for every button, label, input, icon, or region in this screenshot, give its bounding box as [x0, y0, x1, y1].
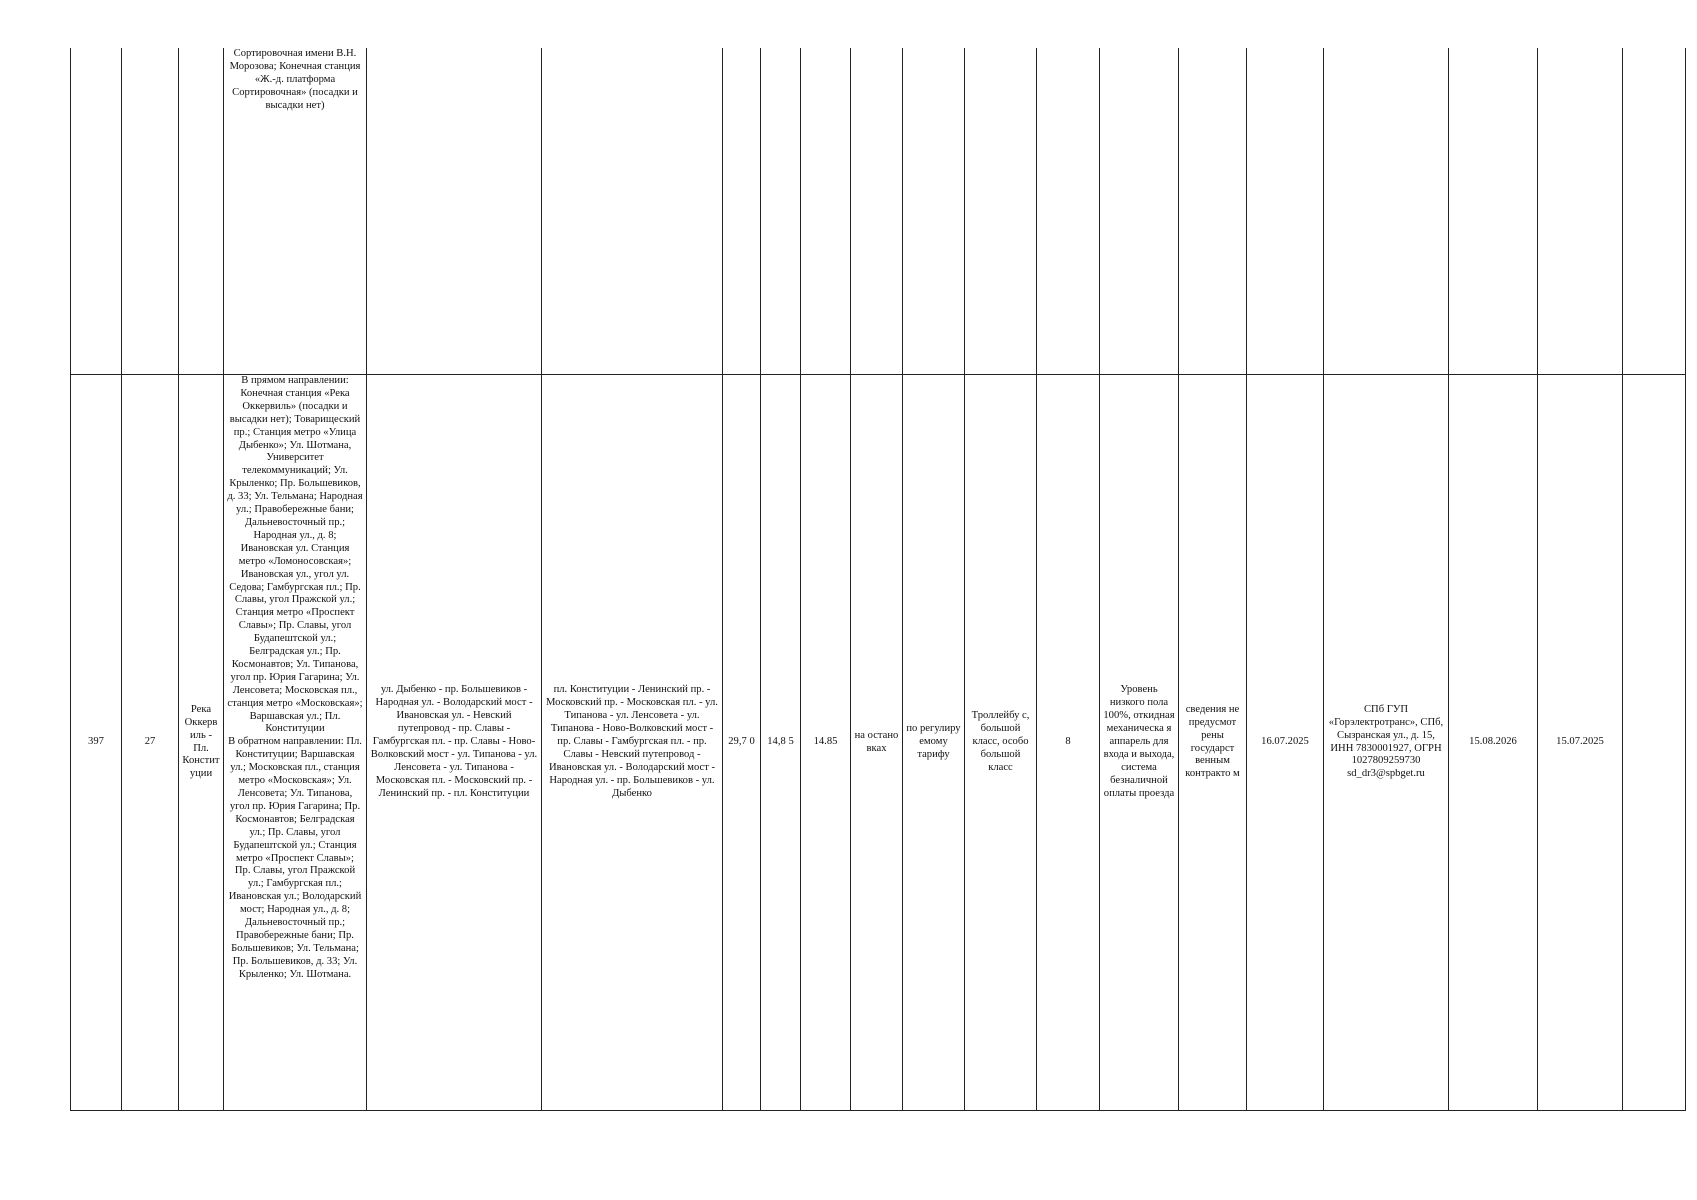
cell-length-forward: 14,8 5 [761, 375, 801, 1111]
cell-empty [851, 48, 903, 375]
cell-start-date: 16.07.2025 [1247, 375, 1324, 1111]
cell-empty [542, 48, 723, 375]
cell-streets-forward: ул. Дыбенко - пр. Большевиков - Народная ул. - Володарский мост - Ивановская ул. - Невский путепровод - пр. Славы - Гамбургская пл. - пр. Славы - Ново-Волковский мост - ул. Типанова - ул. Ленсовета - ул. Типанова - Московская пл. - Московский пр. - Ленинский пр. - пл. Конституции [367, 375, 542, 1111]
cell-empty [1037, 48, 1100, 375]
cell-empty [723, 48, 761, 375]
cell-empty [1324, 48, 1449, 375]
cell-empty [965, 48, 1037, 375]
cell-stops-tail: Сортировочная имени В.Н. Морозова; Конечная станция «Ж.-д. платформа Сортировочная» (посадки и высадки нет) [224, 48, 367, 375]
cell-carrier: СПб ГУП «Горэлектротранс», СПб, Сызранская ул., д. 15, ИНН 7830001927, ОГРН 1027809259730 sd_dr3@spbget.ru [1324, 375, 1449, 1111]
cell-fare-type: по регулиру емому тарифу [903, 375, 965, 1111]
cell-date-change: 15.07.2025 [1538, 375, 1623, 1111]
table-row-route [71, 375, 1686, 1111]
table-row-continued [71, 48, 1686, 375]
cell-features: Уровень низкого пола 100%, откидная механическа я аппарель для входа и выхода, система безналичной оплаты проезда [1100, 375, 1179, 1111]
cell-empty [71, 48, 122, 375]
cell-stops: В прямом направлении: Конечная станция «Река Оккервиль» (посадки и высадки нет); Товарищеский пр.; Станция метро «Улица Дыбенко»; Ул. Шотмана, Университет телекоммуникаций; Ул. Крыленко; Пр. Большевиков, д. 33; Ул. Тельмана; Народная ул.; Правобережные бани; Дальневосточный пр.; Народная ул., д. 8; Ивановская ул. Станция метро «Ломоносовская»; Ивановская ул., угол ул. Седова; Гамбургская пл.; Пр. Славы, угол Пражской ул.; Станция метро «Проспект Славы»; Пр. Славы, угол Будапештской ул.; Белградская ул.; Пр. Космонавтов; Ул. Типанова, угол пр. Юрия Гагарина; Ул. Ленсовета; Московская пл., станция метро «Московская»; Варшавская ул.; Пл. Конституции В обратном направлении: Пл. Конституции; Варшавская ул.; Московская пл., станция метро «Московская»; Ул. Ленсовета; Ул. Типанова, угол пр. Юрия Гагарина; Пр. Космонавтов; Белградская ул.; Пр. Славы, угол Будапештской ул.; Станция метро «Проспект Славы»; Пр. Славы, угол Пражской ул.; Гамбургская пл.; Ивановская ул.; Володарский мост; Народная ул., д. 8; Дальневосточный пр.; Правобережные бани; Пр. Большевиков; Ул. Тельмана; Пр. Большевиков, д. 33; Ул. Крыленко; Ул. Шотмана. [224, 375, 367, 1111]
route-registry-table [70, 48, 1686, 1111]
cell-empty [801, 48, 851, 375]
cell-contract-info: сведения не предусмот рены государст венным контракто м [1179, 375, 1247, 1111]
cell-streets-backward: пл. Конституции - Ленинский пр. - Московский пр. - Московская пл. - ул. Типанова - ул. Ленсовета - ул. Типанова - Ново-Волковский мост - пр. Славы - Гамбургская пл. - пр. Славы - Невский путепровод - Ивановская ул. - Володарский мост - Народная ул. - пр. Большевиков - ул. Дыбенко [542, 375, 723, 1111]
cell-boarding-order: на остано вках [851, 375, 903, 1111]
cell-route-name: Река Оккервиль - Пл. Конституции [179, 375, 224, 1111]
cell-length-total: 29,7 0 [723, 375, 761, 1111]
cell-empty [122, 48, 179, 375]
cell-empty [1247, 48, 1324, 375]
cell-vehicle-count: 8 [1037, 375, 1100, 1111]
cell-empty [1623, 48, 1686, 375]
cell-empty [1100, 48, 1179, 375]
cell-empty [1179, 48, 1247, 375]
cell-empty [903, 48, 965, 375]
cell-date-end: 15.08.2026 [1449, 375, 1538, 1111]
cell-length-backward: 14.85 [801, 375, 851, 1111]
cell-empty [761, 48, 801, 375]
cell-empty [1538, 48, 1623, 375]
cell-extra [1623, 375, 1686, 1111]
cell-route-number: 27 [122, 375, 179, 1111]
cell-vehicle: Троллейбу с, большой класс, особо большой класс [965, 375, 1037, 1111]
cell-empty [179, 48, 224, 375]
cell-empty [367, 48, 542, 375]
cell-registry-number: 397 [71, 375, 122, 1111]
cell-empty [1449, 48, 1538, 375]
